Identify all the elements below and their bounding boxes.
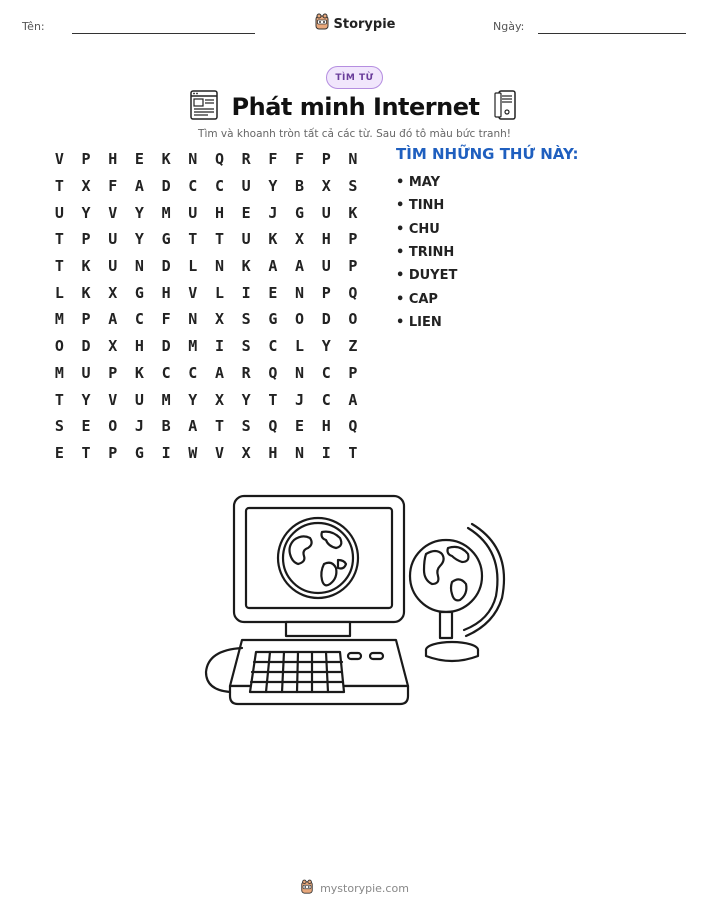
- grid-row: [46, 440, 366, 467]
- grid-letter[interactable]: H: [321, 417, 331, 436]
- grid-letter[interactable]: L: [295, 337, 305, 356]
- grid-letter[interactable]: O: [108, 417, 118, 436]
- grid-letter[interactable]: P: [81, 150, 91, 169]
- word-search-grid[interactable]: [46, 146, 366, 466]
- grid-row: [46, 360, 366, 387]
- grid-letter[interactable]: I: [214, 337, 224, 356]
- grid-letter[interactable]: T: [81, 443, 91, 462]
- grid-letter[interactable]: A: [134, 177, 144, 196]
- grid-letter[interactable]: V: [108, 390, 118, 409]
- grid-letter[interactable]: Y: [134, 203, 144, 222]
- grid-letter[interactable]: C: [188, 177, 198, 196]
- grid-letter[interactable]: H: [268, 443, 278, 462]
- grid-letter[interactable]: X: [81, 177, 91, 196]
- grid-letter[interactable]: D: [161, 177, 171, 196]
- grid-letter[interactable]: T: [54, 390, 64, 409]
- grid-letter[interactable]: N: [295, 363, 305, 382]
- grid-letter[interactable]: E: [134, 150, 144, 169]
- name-label: Tên:: [22, 20, 45, 33]
- grid-letter[interactable]: T: [214, 417, 224, 436]
- grid-row: [46, 386, 366, 413]
- grid-letter[interactable]: N: [295, 283, 305, 302]
- grid-letter[interactable]: T: [214, 230, 224, 249]
- grid-letter[interactable]: G: [268, 310, 278, 329]
- word-search-badge: TÌM TỪ: [326, 66, 383, 89]
- grid-letter[interactable]: K: [161, 150, 171, 169]
- grid-letter[interactable]: Q: [348, 283, 358, 302]
- grid-row: [46, 306, 366, 333]
- grid-letter[interactable]: U: [108, 257, 118, 276]
- grid-letter[interactable]: P: [81, 230, 91, 249]
- grid-letter[interactable]: P: [321, 150, 331, 169]
- grid-letter[interactable]: C: [161, 363, 171, 382]
- grid-letter[interactable]: J: [134, 417, 144, 436]
- grid-letter[interactable]: T: [188, 230, 198, 249]
- grid-letter[interactable]: A: [188, 417, 198, 436]
- grid-letter[interactable]: O: [54, 337, 64, 356]
- grid-letter[interactable]: Z: [348, 337, 358, 356]
- grid-letter[interactable]: M: [54, 363, 64, 382]
- grid-letter[interactable]: T: [54, 257, 64, 276]
- grid-letter[interactable]: Q: [348, 417, 358, 436]
- grid-letter[interactable]: K: [268, 230, 278, 249]
- grid-letter[interactable]: C: [134, 310, 144, 329]
- grid-letter[interactable]: E: [81, 417, 91, 436]
- grid-letter[interactable]: X: [214, 390, 224, 409]
- grid-letter[interactable]: S: [54, 417, 64, 436]
- grid-letter[interactable]: T: [54, 230, 64, 249]
- grid-letter[interactable]: V: [214, 443, 224, 462]
- grid-letter[interactable]: J: [268, 203, 278, 222]
- grid-letter[interactable]: O: [295, 310, 305, 329]
- grid-letter[interactable]: Y: [81, 390, 91, 409]
- grid-letter[interactable]: Q: [268, 417, 278, 436]
- grid-letter[interactable]: G: [161, 230, 171, 249]
- grid-letter[interactable]: C: [188, 363, 198, 382]
- grid-row: [46, 253, 366, 280]
- grid-letter[interactable]: E: [54, 443, 64, 462]
- brand: [0, 13, 709, 35]
- grid-letter[interactable]: X: [108, 283, 118, 302]
- grid-row: [46, 173, 366, 200]
- word-item: • TRINH: [396, 245, 455, 261]
- grid-letter[interactable]: R: [241, 150, 251, 169]
- web-page-icon: [190, 90, 218, 124]
- grid-letter[interactable]: D: [321, 310, 331, 329]
- grid-letter[interactable]: K: [348, 203, 358, 222]
- grid-letter[interactable]: K: [241, 257, 251, 276]
- grid-letter[interactable]: U: [241, 177, 251, 196]
- date-label: Ngày:: [493, 20, 525, 33]
- grid-letter[interactable]: C: [214, 177, 224, 196]
- storypie-logo-icon: [314, 13, 330, 35]
- grid-letter[interactable]: B: [161, 417, 171, 436]
- grid-letter[interactable]: U: [108, 230, 118, 249]
- grid-letter[interactable]: U: [188, 203, 198, 222]
- word-list-title: TÌM NHỮNG THỨ NÀY:: [396, 145, 579, 163]
- grid-letter[interactable]: P: [348, 363, 358, 382]
- grid-letter[interactable]: M: [54, 310, 64, 329]
- grid-letter[interactable]: P: [348, 230, 358, 249]
- grid-letter[interactable]: Y: [81, 203, 91, 222]
- grid-letter[interactable]: H: [214, 203, 224, 222]
- word-item: • LIEN: [396, 314, 442, 330]
- grid-letter[interactable]: U: [241, 230, 251, 249]
- grid-letter[interactable]: L: [214, 283, 224, 302]
- grid-letter[interactable]: J: [295, 390, 305, 409]
- grid-letter[interactable]: S: [241, 337, 251, 356]
- grid-letter[interactable]: S: [348, 177, 358, 196]
- grid-letter[interactable]: N: [134, 257, 144, 276]
- grid-letter[interactable]: C: [321, 363, 331, 382]
- grid-letter[interactable]: U: [134, 390, 144, 409]
- grid-letter[interactable]: A: [214, 363, 224, 382]
- grid-letter[interactable]: M: [188, 337, 198, 356]
- grid-letter[interactable]: N: [188, 310, 198, 329]
- grid-letter[interactable]: A: [108, 310, 118, 329]
- grid-letter[interactable]: Y: [241, 390, 251, 409]
- grid-letter[interactable]: L: [188, 257, 198, 276]
- grid-letter[interactable]: V: [54, 150, 64, 169]
- grid-letter[interactable]: M: [161, 390, 171, 409]
- grid-letter[interactable]: D: [161, 257, 171, 276]
- grid-letter[interactable]: G: [134, 443, 144, 462]
- title-row: [0, 90, 709, 124]
- brand-name: Storypie: [333, 16, 396, 32]
- grid-letter[interactable]: K: [81, 283, 91, 302]
- instructions: Tìm và khoanh tròn tất cả các từ. Sau đó tô màu bức tranh!: [198, 128, 511, 140]
- grid-letter[interactable]: F: [268, 150, 278, 169]
- grid-letter[interactable]: S: [241, 310, 251, 329]
- grid-letter[interactable]: F: [161, 310, 171, 329]
- storypie-logo-icon: [300, 879, 314, 898]
- grid-letter[interactable]: E: [295, 417, 305, 436]
- grid-letter[interactable]: X: [214, 310, 224, 329]
- word-item: • DUYET: [396, 268, 458, 284]
- footer-url: mystorypie.com: [320, 882, 409, 895]
- grid-letter[interactable]: T: [268, 390, 278, 409]
- grid-letter[interactable]: G: [295, 203, 305, 222]
- grid-letter[interactable]: Q: [214, 150, 224, 169]
- page-title: Phát minh Internet: [231, 93, 480, 121]
- word-item: • CHU: [396, 221, 440, 237]
- grid-letter[interactable]: P: [348, 257, 358, 276]
- grid-letter[interactable]: I: [241, 283, 251, 302]
- grid-letter[interactable]: N: [295, 443, 305, 462]
- grid-letter[interactable]: N: [188, 150, 198, 169]
- grid-letter[interactable]: C: [268, 337, 278, 356]
- grid-letter[interactable]: H: [321, 230, 331, 249]
- grid-letter[interactable]: F: [295, 150, 305, 169]
- grid-letter[interactable]: D: [81, 337, 91, 356]
- grid-letter[interactable]: P: [108, 443, 118, 462]
- grid-letter[interactable]: A: [268, 257, 278, 276]
- grid-letter[interactable]: L: [54, 283, 64, 302]
- grid-letter[interactable]: K: [134, 363, 144, 382]
- grid-letter[interactable]: H: [134, 337, 144, 356]
- grid-letter[interactable]: P: [321, 283, 331, 302]
- grid-letter[interactable]: T: [348, 443, 358, 462]
- grid-letter[interactable]: I: [321, 443, 331, 462]
- grid-letter[interactable]: H: [161, 283, 171, 302]
- grid-letter[interactable]: N: [348, 150, 358, 169]
- grid-letter[interactable]: Y: [188, 390, 198, 409]
- grid-letter[interactable]: D: [161, 337, 171, 356]
- grid-letter[interactable]: H: [108, 150, 118, 169]
- grid-letter[interactable]: W: [188, 443, 198, 462]
- word-item: • MAY: [396, 175, 441, 191]
- computer-with-globe-icon: [200, 490, 510, 724]
- grid-row: [46, 226, 366, 253]
- grid-letter[interactable]: N: [214, 257, 224, 276]
- computer-tower-icon: [493, 90, 519, 124]
- grid-row: [46, 199, 366, 226]
- grid-letter[interactable]: M: [161, 203, 171, 222]
- grid-letter[interactable]: U: [81, 363, 91, 382]
- grid-letter[interactable]: V: [108, 203, 118, 222]
- grid-letter[interactable]: B: [295, 177, 305, 196]
- date-line[interactable]: [538, 33, 686, 34]
- footer: [0, 879, 709, 898]
- grid-letter[interactable]: Y: [134, 230, 144, 249]
- word-item: • TINH: [396, 198, 445, 214]
- grid-row: [46, 279, 366, 306]
- grid-letter[interactable]: V: [188, 283, 198, 302]
- grid-letter[interactable]: G: [134, 283, 144, 302]
- grid-letter[interactable]: A: [295, 257, 305, 276]
- grid-letter[interactable]: R: [241, 363, 251, 382]
- grid-letter[interactable]: X: [321, 177, 331, 196]
- grid-letter[interactable]: O: [348, 310, 358, 329]
- grid-letter[interactable]: A: [348, 390, 358, 409]
- grid-letter[interactable]: P: [108, 363, 118, 382]
- grid-letter[interactable]: U: [321, 257, 331, 276]
- grid-letter[interactable]: X: [108, 337, 118, 356]
- word-list: [396, 171, 457, 334]
- grid-letter[interactable]: X: [241, 443, 251, 462]
- grid-letter[interactable]: U: [54, 203, 64, 222]
- grid-letter[interactable]: Y: [321, 337, 331, 356]
- grid-letter[interactable]: P: [81, 310, 91, 329]
- grid-letter[interactable]: Y: [268, 177, 278, 196]
- grid-letter[interactable]: T: [54, 177, 64, 196]
- grid-row: [46, 333, 366, 360]
- grid-letter[interactable]: U: [321, 203, 331, 222]
- grid-letter[interactable]: I: [161, 443, 171, 462]
- grid-row: [46, 146, 366, 173]
- grid-letter[interactable]: S: [241, 417, 251, 436]
- grid-letter[interactable]: X: [295, 230, 305, 249]
- word-item: • CAP: [396, 291, 438, 307]
- grid-row: [46, 413, 366, 440]
- grid-letter[interactable]: C: [321, 390, 331, 409]
- grid-letter[interactable]: K: [81, 257, 91, 276]
- grid-letter[interactable]: Q: [268, 363, 278, 382]
- grid-letter[interactable]: E: [241, 203, 251, 222]
- grid-letter[interactable]: F: [108, 177, 118, 196]
- grid-letter[interactable]: E: [268, 283, 278, 302]
